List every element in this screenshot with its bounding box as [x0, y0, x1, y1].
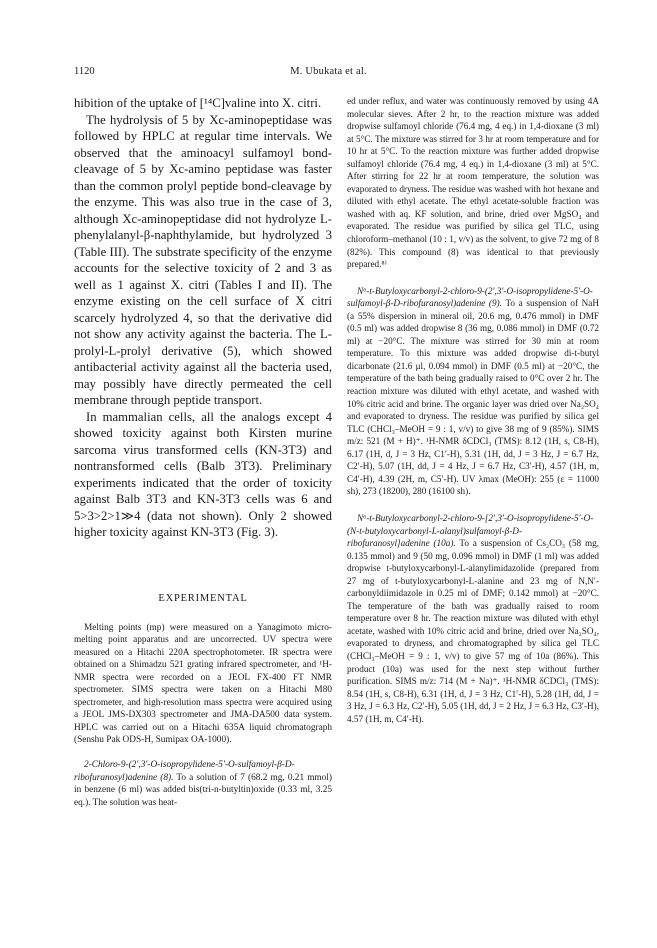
compound-8-title: 2-Chloro-9-(2′,3′-O-isopropylidene-5′-O-sulfamoyl-β-D-ribofuranosyl)adenine (8).: [74, 759, 295, 783]
paragraph-compound-8-continued: ed under reflux, and water was continuously removed by using 4A molecular sieves. After 2 hr, to the reaction mixture was added dropwise sulfamoyl chloride (76.4 mg, 4 eq.) in 1,4-dioxane (3 ml) at 5°C. The mixture was stirred for 3 hr at room temperature and for 10 hr at 5°C. To the reaction mixture was further added dropwise sulfamoyl chloride (76.4 mg, 4 eq.) in 1,4-dioxane (3 ml) at 5°C. After stirring for 22 hr at room temperature, the solution was evaporated to dryness. The residue was washed with hot hexane and diluted with ethyl acetate. The ethyl acetate-soluble fraction was washed with aq. KF solution, and brine, dried over MgSO₄ and evaporated. The residue was purified by silica gel TLC, using chloroform–methanol (10 : 1, v/v) as the solvent, to give 72 mg of 8 (82%). This compound (8) was identical to that previously prepared.⁸⁾: [347, 96, 599, 270]
paragraph-compound-10a: [347, 512, 599, 725]
body-text: [74, 95, 332, 541]
left-column: [74, 95, 332, 809]
paragraph-methods: Melting points (mp) were measured on a Yanagimoto micro-melting point apparatus and are uncorrected. UV spectra were measured on a Hitachi 220A spectrophotometer. IR spectra were obtained on a Shimadzu 521 grating infrared spectrometer, and ¹H-NMR spectra were recorded on a JEOL FX-400 FT NMR spectrometer. SIMS spectra were taken on a Hitachi M80 spectrometer, and high-resolution mass spectra were acquired using a JEOL JMS-DX303 spectrometer and JMA-DA500 data system. HPLC was carried out on a Hitachi 635A liquid chromatograph (Senshu Pak ODS-H, Sumipax OA-1000).: [74, 622, 332, 746]
paragraph-compound-9: [347, 285, 599, 498]
paragraph-hydrolysis: The hydrolysis of 5 by Xc-aminopeptidase was followed by HPLC at regular time intervals. We observed that the aminoacyl sulfamoyl bond-cleavage of 5 by Xc-amino peptidase was faster than the common prolyl peptide bond-cleavage by the enzyme. This was also true in the case of 3, although Xc-aminopeptidase did not hydrolyze L-phenylalanyl-β-naphthylamide, but hydrolyzed 3 (Table III). The substrate specificity of the enzyme accounts for the selective toxicity of 2 and 3 as well as 1 against X. citri (Tables I and II). The enzyme existing on the cell surface of X citri scarcely hydrolyzed 4, so that the derivative did not show any activity against the bacteria. The L-prolyl-L-prolyl derivative (5), which showed antibacterial activity against all the bacteria used, may possibly have directly permeated the cell membrane through peptide transport.: [74, 112, 332, 407]
paragraph-continued: hibition of the uptake of [¹⁴C]valine into X. citri.: [74, 96, 322, 110]
compound-9-text: To a suspension of NaH (a 55% dispersion in mineral oil, 20.6 mg, 0.476 mmol) in DMF (0.5 ml) was added dropwise 8 (36 mg, 0.086 mmol) in DMF (0.72 ml) at −20°C. The mixture was stirred for 30 min at room temperature. To this mixture was added dropwise di-t-butyl dicarbonate (21.6 μl, 0.094 mmol) in DMF (0.5 ml) at −20°C, the temperature of the bath being gradually raised to 0°C over 2 hr. The reaction mixture was diluted with ethyl acetate, and washed with 10% citric acid and brine. The organic layer was dried over Na₂SO₄ and evaporated to dryness. The residue was purified by silica gel TLC (CHCl₃–MeOH = 9 : 1, v/v) to give 38 mg of 9 (85%). SIMS m/z: 521 (M + H)⁺. ¹H-NMR δCDCl₃ (TMS): 8.12 (1H, s, C8-H), 6.17 (1H, d, J = 3 Hz, C1′-H), 5.31 (1H, dd, J = 3 Hz, J = 6.7 Hz, C2′-H), 5.07 (1H, dd, J = 4 Hz, J = 6.7 Hz, C3′-H), 4.57 (1H, m, C4′-H), 4.39 (2H, m, C5′-H). UV λmax (MeOH): 255 (ε = 11000 sh), 273 (18200), 280 (16100 sh).: [347, 298, 599, 497]
section-title-experimental: EXPERIMENTAL: [158, 592, 248, 604]
compound-8-text: To a solution of 7 (68.2 mg, 0.21 mmol) in benzene (6 ml) was added bis(tri-n-butyltin)oxide (0.33 ml, 3.25 eq.). The solution was heat-: [74, 772, 332, 808]
experimental-text: [74, 622, 332, 810]
page-header: [74, 66, 583, 80]
compound-10a-title: N⁶-t-Butyloxycarbonyl-2-chloro-9-[2′,3′-O-isopropylidene-5′-O-(N-t-butyloxycarbonyl-L-alanyl)sulfamoyl-β-D-ribofuranosyl]adenine (10a).: [347, 512, 594, 549]
right-column: [347, 95, 599, 725]
compound-9-title: N⁶-t-Butyloxycarbonyl-2-chloro-9-(2′,3′-O-isopropylidene-5′-O-sulfamoyl-β-D-ribofuranosyl)adenine (9).: [347, 285, 593, 309]
paragraph-mammalian-cells: In mammalian cells, all the analogs except 4 showed toxicity against both Kirsten murine sarcoma virus transformed cells (KN-3T3) and nontransformed cells (Balb 3T3). Preliminary experiments indicated that the order of toxicity against Balb 3T3 and KN-3T3 cells was 6 and 5>3>2>1≫4 (data not shown). Only 2 showed higher toxicity against KN-3T3 (Fig. 3).: [74, 409, 332, 539]
page-number: 1120: [74, 66, 95, 77]
running-head: M. Ubukata et al.: [290, 66, 367, 77]
paragraph-compound-8: [74, 759, 332, 809]
compound-10a-text: To a suspension of Cs₂CO₃ (58 mg, 0.135 mmol) and 9 (50 mg, 0.096 mmol) in DMF (1 ml) was added dropwise t-butyloxycarbonyl-L-alanylimidazolide (prepared from 27 mg of t-butyloxycarbonyl-L-alanine and 23 mg of N,N′-carbonyldiimidazole in 0.25 ml of DMF; 0.142 mmol) at −20°C. The temperature of the bath was gradually raised to room temperature over 8 hr. The reaction mixture was diluted with ethyl acetate, washed with 10% citric acid and brine, dried over Na₂SO₄, evaporated to dryness, and chromatographed by silica gel TLC (CHCl₃–MeOH = 9 : 1, v/v) to give 57 mg of 10a (86%). This product (10a) was used for the next step without further purification. SIMS m/z: 714 (M + Na)⁺. ¹H-NMR δCDCl₃ (TMS): 8.54 (1H, s, C8-H), 6.31 (1H, d, J = 3 Hz, C1′-H), 5.28 (1H, dd, J = 3 Hz, J = 6.3 Hz, C2′-H), 5.05 (1H, dd, J = 2 Hz, J = 6.3 Hz, C3′-H), 4.57 (1H, m, C4′-H).: [347, 538, 599, 724]
